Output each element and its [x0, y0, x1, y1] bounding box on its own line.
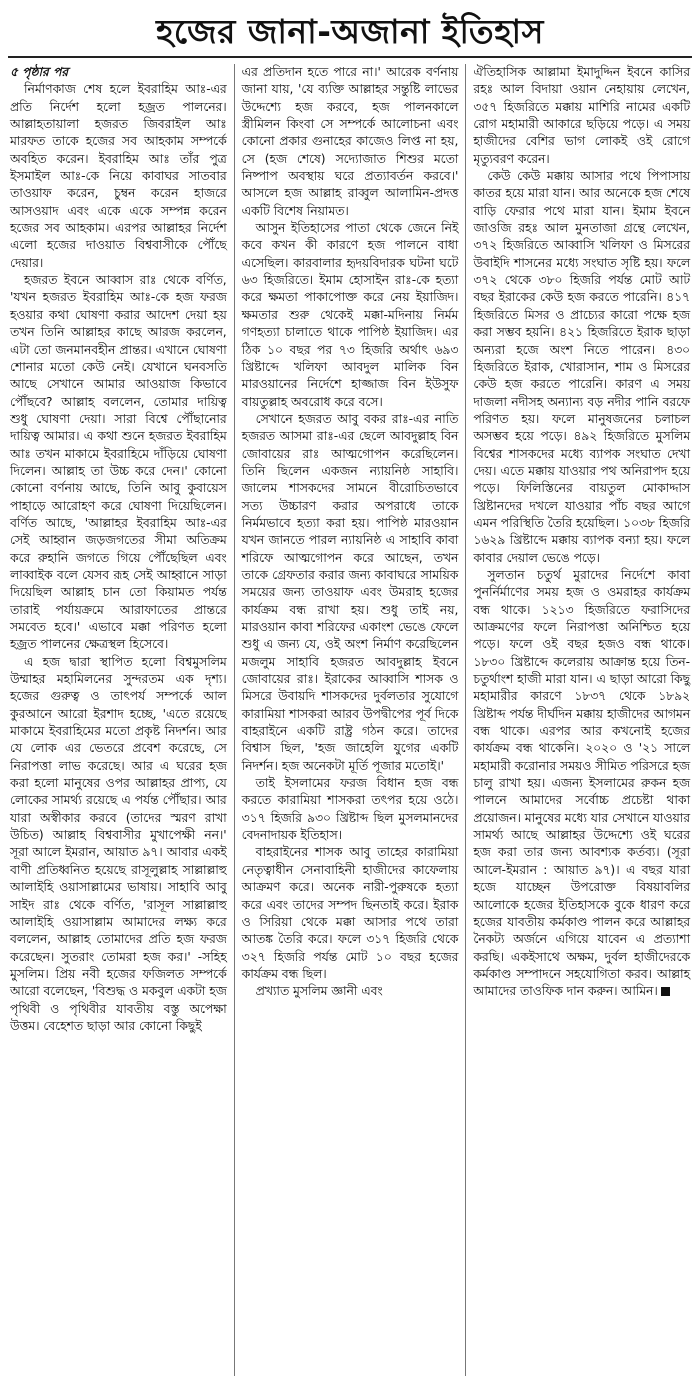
paragraph: সেখানে হজরত আবু বকর রাঃ-এর নাতি হজরত আসমা রাঃ-এর ছেলে আবদুল্লাহ বিন জোবায়ের রাঃ আত্মগোপন করেছিলেন। তিনি ছিলেন একজন ন্যায়নিষ্ঠ সাহাবি। জালেম শাসকদের সামনে বীরোচিতভাবে সত্য উচ্চারণ করার অপরাধে তাকে নির্মমভাবে হত্যা করা হয়। পাপিষ্ঠ মারওয়ান যখন জানতে পারল ন্যায়নিষ্ঠ এ সাহাবি কাবা শরিফে আত্মগোপন করে আছেন, তখন তাকে গ্রেফতার করার জন্য কাবাঘরে সাময়িক সময়ের জন্য তাওয়াফ এবং উমরাহ হজের কার্যক্রম বন্ধ রাখা হয়। শুধু তাই নয়, মারওয়ান কাবা শরিফের একাংশ ভেঙে ফেলে শুধু এ জন্য যে, ওই অংশ নির্মাণ করেছিলেন মজলুম সাহাবি হজরত আবদুল্লাহ ইবনে জোবায়ের রাঃ। ইরাকের আব্বাসি শাসক ও মিসরে উবায়দি শাসকদের দুর্বলতার সুযোগে কারামিয়া শাসকরা আরব উপদ্বীপের পূর্ব দিকে বাহরাইনে একটি রাষ্ট্র গঠন করে। তাদের বিশ্বাস ছিল, 'হজ জাহেলি যুগের একটি নিদর্শন। হজ অনেকটা মূর্তি পূজার মতোই।': [241, 411, 459, 773]
paragraph-text: সুলতান চতুর্থ মুরাদের নির্দেশে কাবা পুনর্নির্মাণের সময় হজ ও ওমরাহর কার্যক্রম বন্ধ থাকে। ১২১৩ হিজরিতে ফরাসিদের আক্রমণের ফলে নিরাপত্তা অনিশ্চিত হয়ে পড়ে। ফলে ওই বছর হজও বন্ধ থাকে। ১৮৩০ খ্রিষ্টাব্দে কলেরায় আক্রান্ত হয়ে তিন-চতুর্থাংশ হাজী মারা যান। এ ছাড়া আরো কিছু মহামারীর কারণে ১৮৩৭ থেকে ১৮৯২ খ্রিষ্টাব্দ পর্যন্ত দীর্ঘদিন মক্কায় হাজীদের আগমন বন্ধ থাকে। এরপর আর কখনোই হজের কার্যক্রম বন্ধ থাকেনি। ২০২০ ও '২১ সালে মহামারী করোনার সময়ও সীমিত পরিসরে হজ চালু রাখা হয়। এজন্য ইসলামের রুকন হজ পালনে আমাদের সর্বোচ্চ প্রচেষ্টা থাকা প্রয়োজন। মানুষের মধ্যে যার সেখানে যাওয়ার সামর্থ্য আছে আল্লাহর উদ্দেশ্যে ওই ঘরের হজ করা তার জন্য আবশ্যক কর্তব্য। (সূরা আলে-ইমরান : আয়াত ৯৭)। এ বছর যারা হজে যাচ্ছেন উপরোক্ত বিষয়াবলির আলোকে হজের ইতিহাসকে বুকে ধারণ করে হজের যাবতীয় কর্মকাণ্ড পালন করে আল্লাহর নৈকট্য অর্জনে এগিয়ে যাবেন এ প্রত্যাশা করছি। একইসাথে অক্ষম, দুর্বল হাজীদেরকে কর্মকাণ্ড সম্পাদনে সহযোগিতা করব। আল্লাহ আমাদের তাওফিক দান করুন। আমিন।: [473, 567, 691, 999]
paragraph: এর প্রতিদান হতে পারে না।' আরেক বর্ণনায় জানা যায়, 'যে ব্যক্তি আল্লাহর সন্তুষ্টি লাভের উদ্দেশ্যে হজ করবে, হজ পালনকালে স্ত্রীমিলন কিংবা সে সম্পর্কে আলোচনা এবং কোনো প্রকার গুনাহের কাজেও লিপ্ত না হয়, সে (হজ শেষে) সদ্যোজাত শিশুর মতো নিষ্পাপ অবস্থায় ঘরে প্রত্যাবর্তন করবে।' আসলে হজ আল্লাহ রাব্বুল আলামিন-প্রদত্ত একটি বিশেষ নিয়ামত।: [241, 65, 459, 218]
article-headline: হজের জানা-অজানা ইতিহাস: [156, 11, 544, 51]
column-3: [465, 64, 692, 1376]
paragraph: [473, 567, 690, 1001]
paragraph: আসুন ইতিহাসের পাতা থেকে জেনে নিই কবে কখন কী কারণে হজ পালনে বাধা এসেছিল। কারবালার হৃদয়বিদারক ঘটনা ঘটে ৬৩ হিজরিতে। ইমাম হোসাইন রাঃ-কে হত্যা করে ক্ষমতা পাকাপোক্ত করে নেয় ইয়াজিদ। ক্ষমতার শুরু থেকেই মক্কা-মদিনায় নির্মম গণহত্যা চালাতে থাকে পাপিষ্ঠ ইয়াজিদ। এর ঠিক ১০ বছর পর ৭৩ হিজরি অর্থাৎ ৬৯৩ খ্রিষ্টাব্দে খলিফা আবদুল মালিক বিন মারওয়ানের নির্দেশে হাজ্জাজ বিন ইউসুফ বায়তুল্লাহ অবরোধ করে বসে।: [241, 221, 459, 409]
paragraph: বাহরাইনের শাসক আবু তাহের কারামিয়া নেতৃত্বাধীন সেনাবাহিনী হাজীদের কাফেলায় আক্রমণ করে। অনেক নারী-পুরুষকে হত্যা করে এবং তাদের সম্পদ ছিনতাই করে। ইরাক ও সিরিয়া থেকে মক্কা আসার পথে তারা আতঙ্ক তৈরি করে। ফলে ৩১৭ হিজরি থেকে ৩২৭ হিজরি পর্যন্ত মোট ১০ বছর হজের কার্যক্রম বন্ধ ছিল।: [241, 845, 459, 981]
continued-from-label: ৫ পৃষ্ঠার পর: [10, 65, 69, 79]
paragraph: প্রখ্যাত মুসলিম জ্ঞানী এবং: [255, 984, 383, 999]
paragraph: নির্মাণকাজ শেষ হলে ইবরাহিম আঃ-এর প্রতি নির্দেশ হলো হজ্রত পালনের। আল্লাহতায়ালা হজরত জিবরাইল আঃ মারফত তাকে হজের সব আহকাম সম্পর্কে অবহিত করেন। ইবরাহিম আঃ তাঁর পুত্র ইসমাইল আঃ-কে নিয়ে কাবাঘর সাতবার তাওয়াফ করেন, চুম্বন করেন হাজরে আসওয়াদ এবং একে একে সম্পন্ন করেন হজের সব আহকাম। এরপর আল্লাহর নির্দেশ এলো হজের দাওয়াত বিশ্ববাসীকে পৌঁছে দেয়ার।: [10, 82, 227, 270]
paragraph: হজরত ইবনে আব্বাস রাঃ থেকে বর্ণিত, 'যখন হজরত ইবরাহিম আঃ-কে হজ ফরজ হওয়ার কথা ঘোষণা করার আদেশ দেয়া হয় তখন তিনি আল্লাহর কাছে আরজ করলেন, এটা তো জনমানবহীন প্রান্তর। এখানে ঘোষণা শোনার মতো কেউ নেই। যেখানে ঘনবসতি আছে সেখানে আমার আওয়াজ কিভাবে পৌঁছবে? আল্লাহ বললেন, তোমার দায়িত্ব শুধু ঘোষণা দেয়া। সারা বিশ্বে পৌঁছানোর দায়িত্ব আমার। এ কথা শুনে হজরত ইবরাহিম আঃ তখন মাকামে ইবরাহিমে দাঁড়িয়ে ঘোষণা দিলেন। আল্লাহ তা উচ্চ করে দেন।' কোনো কোনো বর্ণনায় আছে, তিনি আবু কুবায়েস পাহাড়ে আরোহণ করে ঘোষণা দিয়েছিলেন। বর্ণিত আছে, 'আল্লাহর ইবরাহিম আঃ-এর সেই আহ্বান জড়জগতের সীমা অতিক্রম করে রুহানি জগতে গিয়ে পৌঁছেছিল এবং লাব্বাইক বলে যেসব রূহ সেই আহ্বানে সাড়া দিয়েছিল আল্লাহ চান তো কিয়ামত পর্যন্ত তারাই পর্যায়ক্রমে আরাফাতের প্রান্তরে সমবেত হবে।' এভাবে মক্কা পরিণত হলো হজ্রত পালনের ক্ষেত্রস্থল হিসেবে।: [10, 273, 227, 652]
headline-divider: [8, 56, 692, 58]
article-body: [8, 64, 692, 1376]
column-1: [8, 64, 234, 1376]
paragraph: এ হজ দ্বারা স্থাপিত হলো বিশ্বমুসলিম উম্মাহর মহামিলনের সুন্দরতম এক দৃশ্য। হজের গুরুত্ব ও তাৎপর্য সম্পর্কে আল কুরআনে আরো ইরশাদ হচ্ছে, 'এতে রয়েছে মাকামে ইবরাহিমের মতো প্রকৃষ্ট নিদর্শন। আর যে লোক এর ভেতরে প্রবেশ করেছে, সে নিরাপত্তা লাভ করেছে। আর এ ঘরের হজ করা হলো মানুষের ওপর আল্লাহর প্রাপ্য, যে লোকের সামর্থ্য রয়েছে এ পর্যন্ত পৌঁছার। আর যারা অস্বীকার করবে (তাদের স্মরণ রাখা উচিত) আল্লাহ বিশ্ববাসীর মুখাপেক্ষী নন।' সূরা আলে ইমরান, আয়াত ৯৭। আবার একই বাণী প্রতিধ্বনিত হয়েছে রাসূলুল্লাহ সাল্লাল্লাহু আলাইহি ওয়াসাল্লামের ভাষায়। সাহাবি আবু সাইদ রাঃ থেকে বর্ণিত, 'রাসূল সাল্লাল্লাহু আলাইহি ওয়াসাল্লাম আমাদের লক্ষ্য করে বললেন, আল্লাহ তোমাদের প্রতি হজ ফরজ করেছেন। সুতরাং তোমরা হজ কর।' -সহিহ মুসলিম। প্রিয় নবী হজের ফজিলত সম্পর্কে আরো বলেছেন, 'বিশুদ্ধ ও মকবুল একটা হজ পৃথিবী ও পৃথিবীর যাবতীয় বস্তু অপেক্ষা উত্তম। বেহেশত ছাড়া আর কোনো কিছুই: [10, 654, 227, 1033]
paragraph: তাই ইসলামের ফরজ বিধান হজ বন্ধ করতে কারামিয়া শাসকরা তৎপর হয়ে ওঠে। ৩১৭ হিজরি ৯৩০ খ্রিষ্টাব্দ ছিল মুসলমানদের বেদনাদায়ক ইতিহাস।: [241, 776, 459, 843]
end-of-article-mark: [661, 987, 670, 996]
paragraph: কেউ কেউ মক্কায় আসার পথে পিপাসায় কাতর হয়ে মারা যান। আর অনেকে হজ শেষে বাড়ি ফেরার পথে মারা যান। ইমাম ইবনে জাওজি রহঃ আল মুনতাজা গ্রন্থে লেখেন, ৩৭২ হিজরিতে আব্বাসি খলিফা ও মিসরের উবাইদি শাসনের মধ্যে সংঘাত সৃষ্টি হয়। ফলে ৩৭২ থেকে ৩৮০ হিজরি পর্যন্ত মোট আট বছর ইরাকের কেউ হজ করতে পারেনি। ৪১৭ হিজরিতে মিসর ও প্রাচ্যের কারো পক্ষে হজ করা সম্ভব হয়নি। ৪২১ হিজরিতে ইরাক ছাড়া অন্যরা হজে অংশ নিতে পারেন। ৪৩০ হিজরিতে ইরাক, খোরাসান, শাম ও মিসরের কেউ হজ করতে পারেনি। কারণ এ সময় দাজলা নদীসহ অন্যান্য বড় নদীর পানি বরফে পরিণত হয়। ফলে মানুষজনের চলাচল অসম্ভব হয়ে পড়ে। ৪৯২ হিজরিতে মুসলিম বিশ্বের শাসকদের মধ্যে ব্যাপক সংঘাত দেখা দেয়। এতে মক্কায় যাওয়ার পথ অনিরাপদ হয়ে পড়ে। ফিলিস্তিনের বায়তুল মোকাদ্দাস খ্রিষ্টানদের দখলে যাওয়ার পাঁচ বছর আগে এমন পরিস্থিতি তৈরি হয়েছিল। ১০৩৮ হিজরি ১৬২৯ খ্রিষ্টাব্দে মক্কায় ব্যাপক বন্যা হয়। ফলে কাবার দেয়াল ভেঙে পড়ে।: [473, 169, 691, 565]
paragraph: ঐতিহাসিক আল্লামা ইমাদুদ্দিন ইবনে কাসির রহঃ আল বিদায়া ওয়ান নেহায়ায় লেখেন, ৩৫৭ হিজরিতে মক্কায় মাশিরি নামের একটি রোগ মহামারী আকারে ছড়িয়ে পড়ে। এ সময় হাজীদের বেশির ভাগ লোকই ওই রোগে মৃত্যুবরণ করেন।: [473, 65, 691, 166]
column-2: [234, 64, 466, 1376]
